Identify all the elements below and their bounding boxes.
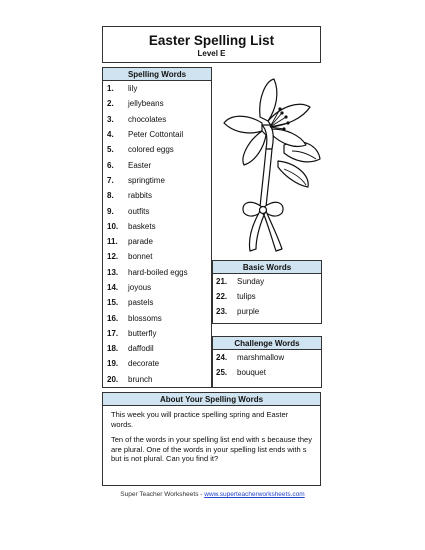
title-box [102, 26, 321, 63]
list-item [103, 265, 211, 280]
worksheet-title: Easter Spelling List [148, 33, 275, 48]
list-item [103, 234, 211, 249]
spelling-word: pastels [128, 298, 154, 308]
spelling-word: joyous [128, 283, 152, 292]
basic-word-list [213, 274, 321, 319]
spelling-word: chocolates [128, 114, 167, 124]
leaf-right-lower [278, 161, 308, 187]
word-number: 14. [107, 283, 119, 292]
bow-knot [260, 207, 267, 214]
word-number: 20. [107, 374, 119, 384]
footer [0, 491, 425, 498]
spelling-word: butterfly [128, 328, 157, 338]
spelling-word: Easter [128, 160, 152, 170]
petal-left [224, 116, 262, 133]
list-item [103, 295, 211, 310]
spelling-word: Sunday [237, 277, 265, 286]
word-number: 8. [107, 191, 114, 201]
spelling-word: outfits [128, 206, 150, 216]
spelling-word: rabbits [128, 191, 153, 201]
list-item [213, 350, 321, 365]
word-number: 7. [107, 175, 114, 185]
word-number: 17. [107, 328, 119, 338]
list-item [103, 127, 211, 142]
about-header: About Your Spelling Words [103, 393, 320, 406]
spelling-word: blossoms [128, 313, 162, 323]
word-number: 12. [107, 252, 119, 262]
petal-bottom-left [243, 131, 266, 165]
word-number: 4. [107, 130, 114, 140]
list-item [103, 372, 211, 387]
word-number: 1. [107, 84, 114, 94]
basic-words-box [212, 260, 322, 324]
challenge-words-header: Challenge Words [213, 337, 321, 350]
list-item [103, 310, 211, 325]
list-item [213, 304, 321, 319]
word-number: 23. [216, 307, 228, 316]
challenge-word-list [213, 350, 321, 380]
petal-bottom-right [270, 129, 306, 147]
word-number: 24. [216, 353, 228, 362]
list-item [103, 96, 211, 111]
footer-text: Super Teacher Worksheets - [120, 491, 205, 498]
word-number: 3. [107, 114, 114, 124]
spelling-words-box [102, 67, 212, 388]
spelling-word: brunch [128, 374, 153, 384]
bow-left-ribbon [249, 211, 264, 251]
list-item [213, 365, 321, 380]
word-number: 9. [107, 206, 114, 216]
spelling-word: lily [128, 84, 138, 94]
list-item [103, 356, 211, 371]
spelling-word-list [103, 81, 211, 387]
spelling-word: parade [128, 237, 153, 247]
list-item [103, 203, 211, 218]
bow-right-ribbon [264, 211, 282, 251]
word-number: 5. [107, 145, 114, 155]
spelling-word: decorate [128, 359, 160, 369]
word-number: 15. [107, 298, 119, 308]
word-number: 21. [216, 277, 228, 286]
about-paragraph: This week you will practice spelling spring and Easter words. [111, 410, 289, 429]
list-item [103, 280, 211, 295]
about-body [103, 406, 320, 464]
spelling-word: daffodil [128, 344, 154, 354]
spelling-word: baskets [128, 221, 156, 231]
list-item [103, 173, 211, 188]
list-item [103, 81, 211, 96]
about-box [102, 392, 321, 486]
spelling-word: hard-boiled eggs [128, 267, 188, 277]
spelling-word: marshmallow [237, 353, 285, 362]
spelling-words-header: Spelling Words [103, 68, 211, 81]
lily-flower-illustration [222, 75, 322, 255]
word-number: 13. [107, 267, 119, 277]
spelling-word: bouquet [237, 368, 266, 377]
list-item [103, 112, 211, 127]
list-item [103, 326, 211, 341]
list-item [103, 249, 211, 264]
word-number: 11. [107, 237, 118, 247]
list-item [213, 289, 321, 304]
list-item [103, 188, 211, 203]
word-number: 6. [107, 160, 114, 170]
basic-words-header: Basic Words [213, 261, 321, 274]
word-number: 16. [107, 313, 119, 323]
worksheet-level: Level E [197, 49, 226, 58]
list-item [103, 157, 211, 172]
list-item [213, 274, 321, 289]
spelling-word: bonnet [128, 252, 153, 262]
spelling-word: tulips [237, 292, 256, 301]
stem [260, 149, 272, 207]
list-item [103, 142, 211, 157]
spelling-word: purple [237, 307, 260, 316]
word-number: 18. [107, 344, 119, 354]
word-number: 2. [107, 99, 114, 109]
challenge-words-box [212, 336, 322, 388]
footer-link[interactable]: www.superteacherworksheets.com [204, 491, 305, 498]
spelling-word: colored eggs [128, 145, 174, 155]
word-number: 25. [216, 368, 228, 377]
spelling-word: Peter Cottontail [128, 130, 184, 140]
word-number: 19. [107, 359, 119, 369]
list-item [103, 341, 211, 356]
spelling-word: jellybeans [128, 99, 164, 109]
word-number: 22. [216, 292, 228, 301]
word-number: 10. [107, 221, 119, 231]
about-paragraph: Ten of the words in your spelling list end with s because they are plural. One of the words in your spelling list ends with s but is not plural. Can you find it? [111, 435, 312, 463]
spelling-word: springtime [128, 175, 165, 185]
list-item [103, 219, 211, 234]
